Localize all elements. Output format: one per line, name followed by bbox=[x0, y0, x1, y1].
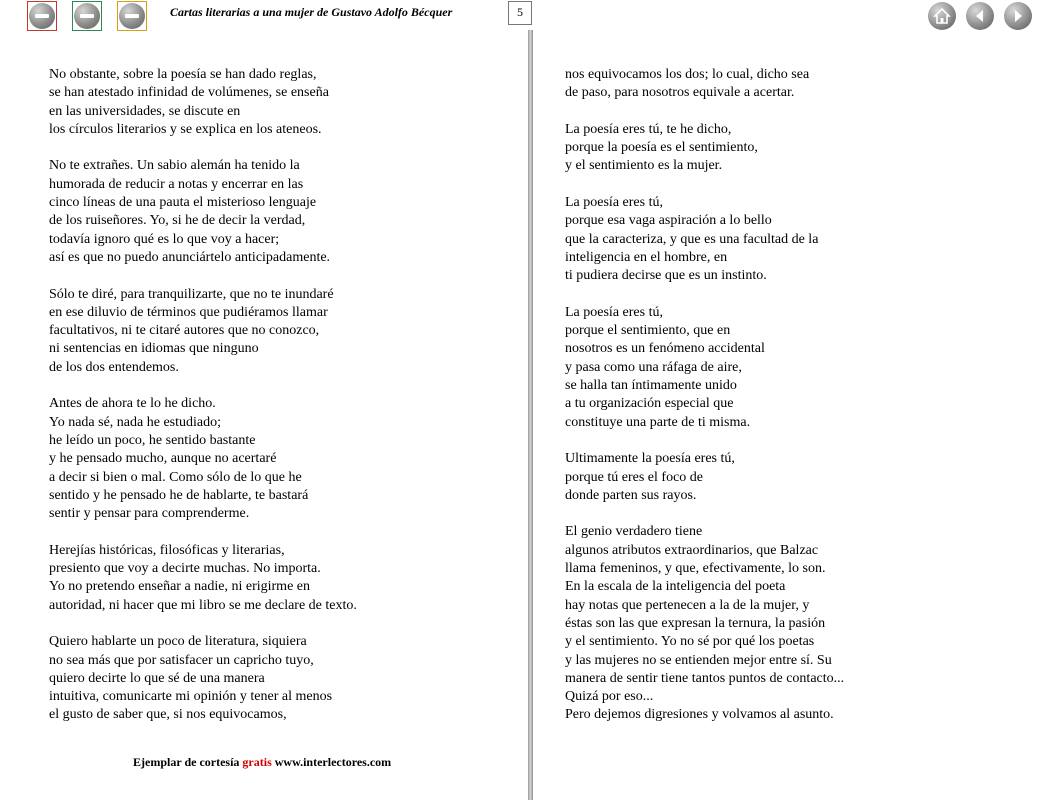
text-line: intuitiva, comunicarte mi opinión y tener al menos bbox=[49, 689, 333, 705]
paragraph bbox=[565, 304, 844, 432]
text-line: El genio verdadero tiene bbox=[565, 524, 703, 540]
text-line: La poesía eres tú, te he dicho, bbox=[565, 121, 732, 137]
text-line: no sea más que por satisfacer un capricho tuyo, bbox=[49, 652, 314, 668]
paragraph bbox=[49, 66, 357, 139]
page-number: 5 bbox=[508, 1, 532, 25]
text-line: donde parten sus rayos. bbox=[565, 487, 697, 503]
text-line: inteligencia en el hombre, en bbox=[565, 249, 728, 265]
text-line: los círculos literarios y se explica en los ateneos. bbox=[49, 121, 322, 137]
paragraph bbox=[49, 395, 357, 523]
text-line: hay notas que pertenecen a la de la mujer, y bbox=[565, 597, 810, 613]
text-line: porque tú eres el foco de bbox=[565, 469, 703, 485]
text-line: ni sentencias en idiomas que ninguno bbox=[49, 341, 259, 357]
home-button[interactable] bbox=[928, 2, 956, 30]
text-line: que la caracteriza, y que es una facultad de la bbox=[565, 231, 819, 247]
text-line: se han atestado infinidad de volúmenes, se enseña bbox=[49, 85, 329, 101]
text-line: quiero decirte lo que sé de una manera bbox=[49, 670, 265, 686]
arrow-right-icon bbox=[1010, 8, 1026, 24]
footer-prefix: Ejemplar de cortesía bbox=[133, 755, 240, 769]
text-line: sentir y pensar para comprenderme. bbox=[49, 506, 250, 522]
text-line: nos equivocamos los dos; lo cual, dicho sea bbox=[565, 67, 810, 82]
text-line: La poesía eres tú, bbox=[565, 195, 663, 211]
paragraph bbox=[49, 633, 357, 724]
right-column bbox=[565, 66, 844, 743]
text-line: Ultimamente la poesía eres tú, bbox=[565, 451, 735, 467]
text-line: de los dos entendemos. bbox=[49, 359, 179, 375]
paragraph bbox=[565, 66, 844, 103]
text-line: de los ruiseñores. Yo, si he de decir la verdad, bbox=[49, 213, 306, 229]
text-line: Antes de ahora te lo he dicho. bbox=[49, 396, 216, 412]
left-column bbox=[49, 66, 357, 743]
text-line: algunos atributos extraordinarios, que Balzac bbox=[565, 542, 819, 558]
text-line: nosotros es un fenómeno accidental bbox=[565, 341, 765, 357]
text-line: constituye una parte de ti misma. bbox=[565, 414, 751, 430]
text-line: he leído un poco, he sentido bastante bbox=[49, 432, 256, 448]
text-line: Herejías históricas, filosóficas y literarias, bbox=[49, 542, 285, 558]
text-line: No te extrañes. Un sabio alemán ha tenido la bbox=[49, 158, 300, 174]
text-line: Sólo te diré, para tranquilizarte, que no te inundaré bbox=[49, 286, 334, 302]
text-line: Pero dejemos digresiones y volvamos al asunto. bbox=[565, 707, 834, 723]
paragraph bbox=[49, 157, 357, 267]
home-icon bbox=[933, 7, 951, 25]
text-line: Yo nada sé, nada he estudiado; bbox=[49, 414, 221, 430]
text-line: sentido y he pensado he de hablarte, te bastará bbox=[49, 487, 309, 503]
paragraph bbox=[565, 523, 844, 724]
minimize-icon bbox=[29, 3, 55, 29]
paragraph bbox=[565, 450, 844, 505]
text-line: y pasa como una ráfaga de aire, bbox=[565, 359, 742, 375]
text-line: porque esa vaga aspiración a lo bello bbox=[565, 213, 772, 229]
column-divider bbox=[528, 30, 533, 800]
book-title: Cartas literarias a una mujer de Gustavo Adolfo Bécquer bbox=[170, 5, 453, 19]
text-line: Quiero hablarte un poco de literatura, siquiera bbox=[49, 634, 307, 650]
footer bbox=[133, 755, 391, 770]
text-line: porque el sentimiento, que en bbox=[565, 323, 731, 339]
text-line: en las universidades, se discute en bbox=[49, 103, 241, 119]
text-line: humorada de reducir a notas y encerrar en las bbox=[49, 176, 304, 192]
text-line: en ese diluvio de términos que pudiéramos llamar bbox=[49, 304, 328, 320]
paragraph bbox=[565, 194, 844, 285]
text-line: facultativos, ni te citaré autores que no conozco, bbox=[49, 323, 320, 339]
text-line: porque la poesía es el sentimiento, bbox=[565, 140, 758, 156]
text-line: presiento que voy a decirte muchas. No importa. bbox=[49, 561, 321, 577]
text-line: y el sentimiento es la mujer. bbox=[565, 158, 723, 174]
text-line: Yo no pretendo enseñar a nadie, ni erigirme en bbox=[49, 579, 310, 595]
text-line: y el sentimiento. Yo no sé por qué los poetas bbox=[565, 634, 815, 650]
text-line: de paso, para nosotros equivale a acertar. bbox=[565, 85, 795, 101]
text-line: y he pensado mucho, aunque no acertaré bbox=[49, 451, 277, 467]
minimize-icon bbox=[119, 3, 145, 29]
text-line: No obstante, sobre la poesía se han dado reglas, bbox=[49, 67, 317, 82]
text-line: La poesía eres tú, bbox=[565, 304, 663, 320]
text-line: se halla tan íntimamente unido bbox=[565, 378, 737, 394]
yellow-window-button[interactable] bbox=[117, 1, 147, 31]
previous-page-button[interactable] bbox=[966, 2, 994, 30]
text-line: a tu organización especial que bbox=[565, 396, 734, 412]
text-line: el gusto de saber que, si nos equivocamos, bbox=[49, 707, 287, 723]
text-line: llama femeninos, y que, efectivamente, lo son. bbox=[565, 561, 826, 577]
text-line: a decir si bien o mal. Como sólo de lo que he bbox=[49, 469, 302, 485]
arrow-left-icon bbox=[972, 8, 988, 24]
text-line: ti pudiera decirse que es un instinto. bbox=[565, 268, 767, 284]
paragraph bbox=[49, 286, 357, 377]
minimize-icon bbox=[74, 3, 100, 29]
paragraph bbox=[49, 542, 357, 615]
footer-site-link[interactable]: www.interlectores.com bbox=[274, 755, 392, 769]
text-line: todavía ignoro qué es lo que voy a hacer; bbox=[49, 231, 280, 247]
next-page-button[interactable] bbox=[1004, 2, 1032, 30]
text-line: autoridad, ni hacer que mi libro se me declare de texto. bbox=[49, 597, 357, 613]
text-line: éstas son las que expresan la ternura, la pasión bbox=[565, 615, 826, 631]
paragraph bbox=[565, 121, 844, 176]
text-line: Quizá por eso... bbox=[565, 689, 654, 705]
text-line: manera de sentir tiene tantos puntos de contacto... bbox=[565, 670, 845, 686]
text-line: En la escala de la inteligencia del poeta bbox=[565, 579, 786, 595]
green-window-button[interactable] bbox=[72, 1, 102, 31]
text-line: y las mujeres no se entienden mejor entre sí. Su bbox=[565, 652, 832, 668]
red-window-button[interactable] bbox=[27, 1, 57, 31]
text-line: cinco líneas de una pauta el misterioso lenguaje bbox=[49, 195, 317, 211]
footer-free: gratis bbox=[242, 755, 272, 769]
text-line: así es que no puedo anunciártelo anticipadamente. bbox=[49, 249, 331, 265]
